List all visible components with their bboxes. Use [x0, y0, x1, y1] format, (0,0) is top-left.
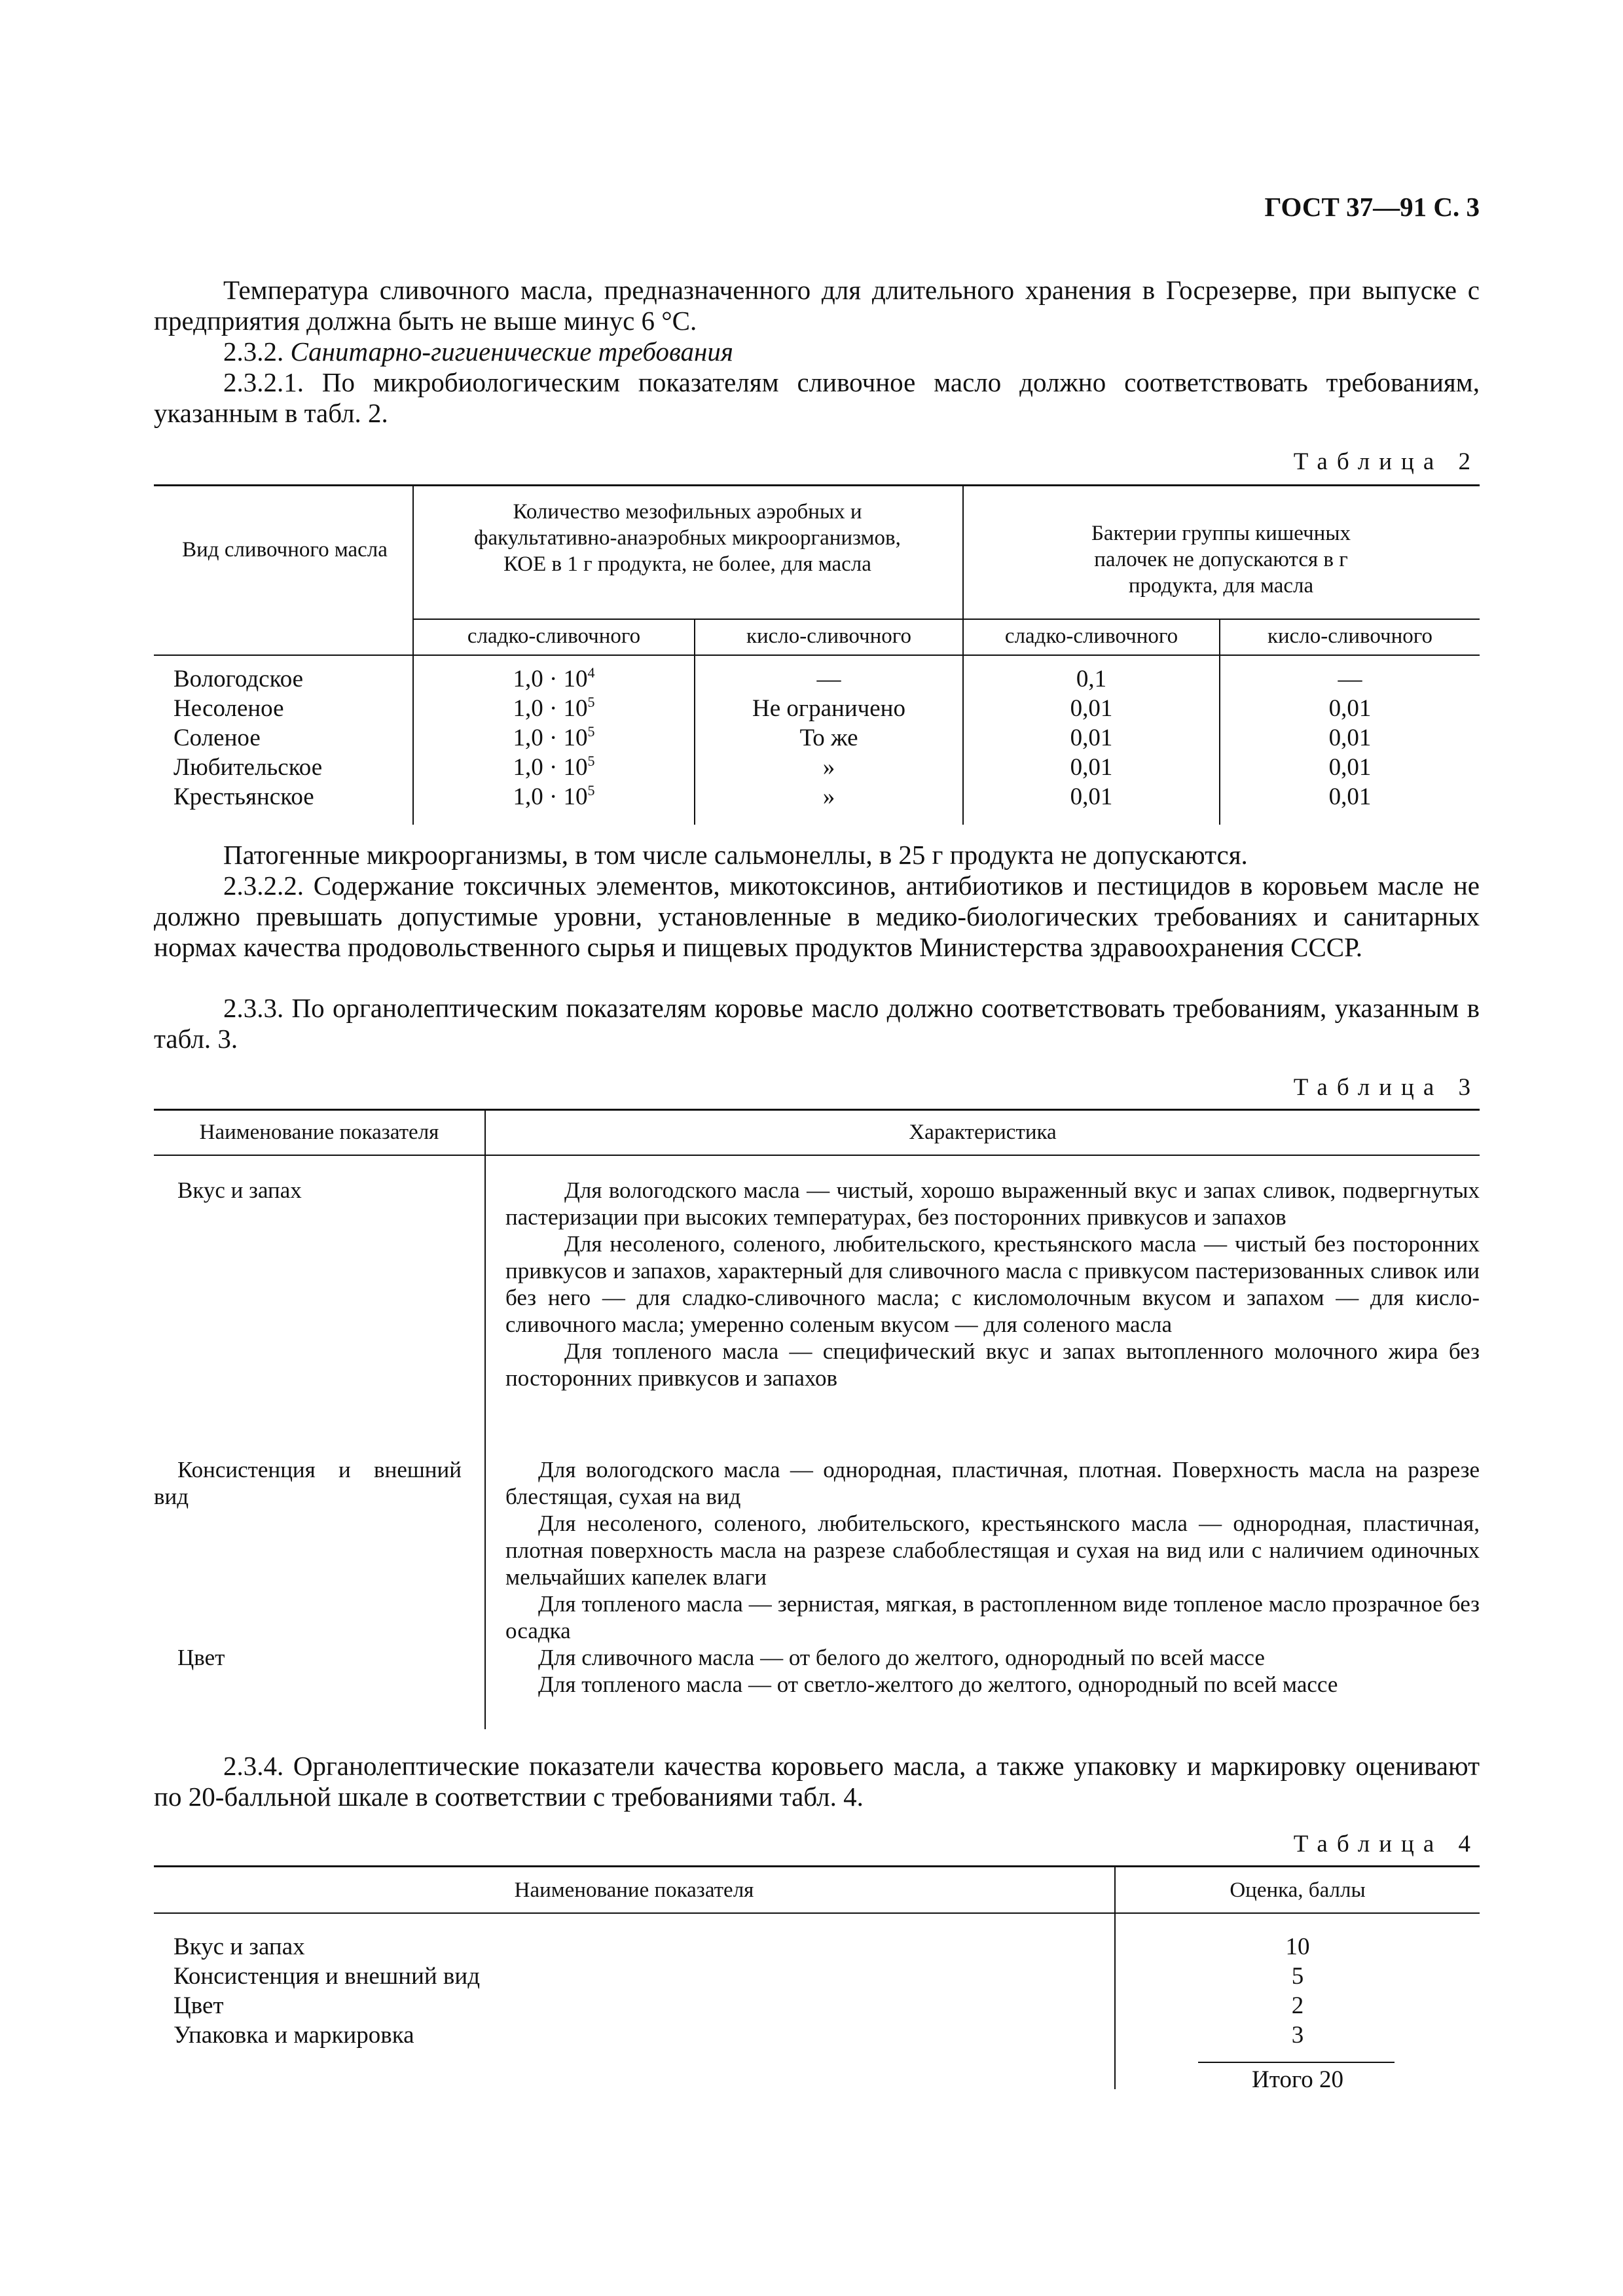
table-cell: Не ограничено: [752, 695, 905, 722]
table-cell: Крестьянское: [173, 783, 314, 810]
table2-col-bact-sour: [1220, 664, 1480, 812]
table-cell: Для несоленого, соленого, любительского, крестьянского масла — чистый без посторонних привкусов и запахов, характерный для сливочного масла с привкусом пастеризованных сливок или без него — для сладко-сливочного масла; с кисломолочным вкусом и запахом — для кисло-сливочного масла; умеренно соленым вкусом — для соленого масла: [505, 1231, 1480, 1337]
page-header: ГОСТ 37—91 С. 3: [1264, 192, 1480, 222]
table-cell: Для сливочного масла — от белого до желтого, однородный по всей массе: [538, 1645, 1265, 1670]
table-cell: То же: [799, 725, 858, 751]
table3-char-consistency: [505, 1456, 1480, 1644]
table-cell: 0,01: [1070, 754, 1113, 781]
total-divider: [1198, 2062, 1395, 2063]
table2-row-names: [173, 664, 409, 812]
table3-char-color: [505, 1644, 1480, 1698]
table-cell: 10: [1285, 1933, 1310, 1960]
table3-name-color: Цвет: [177, 1645, 225, 1670]
table-cell: 0,01: [1070, 725, 1113, 751]
section-sanitary-title: 2.3.2. Санитарно-гигиенические требования: [223, 336, 733, 367]
table-cell: Для вологодского масла — чистый, хорошо выраженный вкус и запах сливок, подвергнутых пастеризации при высоких температурах, без посторонних привкусов и запахов: [505, 1177, 1480, 1230]
table-cell: 0,01: [1328, 754, 1372, 781]
table4: [154, 1865, 1480, 2101]
table-cell: Вологодское: [173, 666, 304, 692]
paragraph-organoleptic: 2.3.3. По органолептическим показателям коровье масло должно соответствовать требованиям, указанным в табл. 3.: [154, 993, 1480, 1054]
table3-caption: Таблица 3: [1293, 1074, 1480, 1101]
table3-header-name: Наименование показателя: [199, 1121, 439, 1144]
table-cell: 0,1: [1076, 666, 1107, 692]
table-cell: $1,0 \cdot 10^5$: [513, 782, 595, 810]
table-cell: —: [1338, 666, 1362, 692]
table-cell: Любительское: [173, 754, 323, 781]
table-cell: Для топленого масла — зернистая, мягкая, в растопленном виде топленое масло прозрачное без осадка: [505, 1591, 1480, 1643]
table-cell: »: [822, 754, 835, 781]
table-cell: $1,0 \cdot 10^4$: [513, 664, 595, 692]
table-cell: 3: [1291, 2022, 1304, 2049]
table-cell: 0,01: [1328, 725, 1372, 751]
table4-caption: Таблица 4: [1293, 1831, 1480, 1857]
table-cell: $1,0 \cdot 10^5$: [513, 694, 595, 722]
table-cell: Соленое: [173, 725, 261, 751]
table2-col-meso-sweet: [414, 664, 694, 812]
table-cell: 5: [1291, 1963, 1304, 1990]
table2-header-meso: Количество мезофильных аэробных и факультативно-анаэробных микроорганизмов, КОЕ в 1 г продукта, не более, для масла: [474, 500, 901, 576]
table3-name-consistency: Консистенция и внешний вид: [154, 1457, 462, 1509]
paragraph-scoring: 2.3.4. Органолептические показатели качества коровьего масла, а также упаковку и маркировку оценивают по 20-балльной шкале в соответствии с требованиями табл. 4.: [154, 1751, 1480, 1812]
paragraph-microbiology: 2.3.2.1. По микробиологическим показателям сливочное масло должно соответствовать требованиям, указанным в табл. 2.: [154, 367, 1480, 428]
table2-col-meso-sour: [695, 664, 962, 812]
table2-col-bact-sweet: [964, 664, 1219, 812]
table-cell: Консистенция и внешний вид: [173, 1963, 481, 1990]
table-cell: »: [822, 783, 835, 810]
table-cell: $1,0 \cdot 10^5$: [513, 723, 595, 751]
table-cell: 0,01: [1070, 783, 1113, 810]
table-cell: Упаковка и маркировка: [173, 2022, 414, 2049]
table-cell: Несоленое: [173, 695, 284, 722]
table4-header-score: Оценка, баллы: [1230, 1878, 1366, 1902]
table4-col-score: [1116, 1932, 1480, 2050]
table4-row-names: [173, 1932, 1090, 2050]
table-cell: Цвет: [173, 1992, 224, 2019]
table2-sub-meso-sour: кисло-сливочного: [746, 624, 912, 648]
table3-char-taste: [505, 1177, 1480, 1391]
table-cell: Для топленого масла — от светло-желтого до желтого, однородный по всей массе: [538, 1672, 1338, 1697]
table-cell: 0,01: [1328, 783, 1372, 810]
table3-name-taste: Вкус и запах: [177, 1177, 302, 1203]
table2-header-type: Вид сливочного масла: [182, 538, 388, 562]
table3-header-char: Характеристика: [909, 1121, 1057, 1144]
table-cell: $1,0 \cdot 10^5$: [513, 753, 595, 781]
table2-sub-bact-sweet: сладко-сливочного: [1004, 624, 1178, 648]
table2-caption: Таблица 2: [1293, 448, 1480, 475]
table-cell: 0,01: [1328, 695, 1372, 722]
table-cell: Для вологодского масла — однородная, пластичная, плотная. Поверхность масла на разрезе блестящая, сухая на вид: [505, 1457, 1480, 1509]
table-cell: Для топленого масла — специфический вкус и запах вытопленного молочного жира без посторонних привкусов и запахов: [505, 1338, 1480, 1391]
paragraph-pathogens: Патогенные микроорганизмы, в том числе сальмонеллы, в 25 г продукта не допускаются.: [223, 840, 1248, 870]
table2-header-bact: Бактерии группы кишечных палочек не допускаются в г продукта, для масла: [1091, 522, 1351, 598]
table3: [154, 1109, 1480, 1729]
table-cell: 0,01: [1070, 695, 1113, 722]
table4-header-name: Наименование показателя: [514, 1878, 754, 1902]
paragraph-storage-temperature: Температура сливочного масла, предназначенного для длительного хранения в Госрезерве, при выпуске с предприятия должна быть не выше минус 6 °С.: [154, 275, 1480, 336]
table-cell: 2: [1291, 1992, 1304, 2019]
table4-total: Итого 20: [1252, 2066, 1343, 2093]
table-cell: Для несоленого, соленого, любительского, крестьянского масла — однородная, пластичная, плотная поверхность масла на разрезе слабоблестящая и сухая на вид или с наличием одиночных мельчайших капелек влаги: [505, 1511, 1480, 1590]
table2-sub-meso-sweet: сладко-сливочного: [467, 624, 641, 648]
table2: [154, 484, 1480, 825]
table-cell: —: [816, 666, 841, 692]
table2-sub-bact-sour: кисло-сливочного: [1267, 624, 1433, 648]
table-cell: Вкус и запах: [173, 1933, 305, 1960]
paragraph-toxic-elements: 2.3.2.2. Содержание токсичных элементов, микотоксинов, антибиотиков и пестицидов в коровьем масле не должно превышать допустимые уровни, установленные в медико-биологических требованиях и санитарных нормах качества продовольственного сырья и пищевых продуктов Министерства здравоохранения СССР.: [154, 870, 1480, 962]
